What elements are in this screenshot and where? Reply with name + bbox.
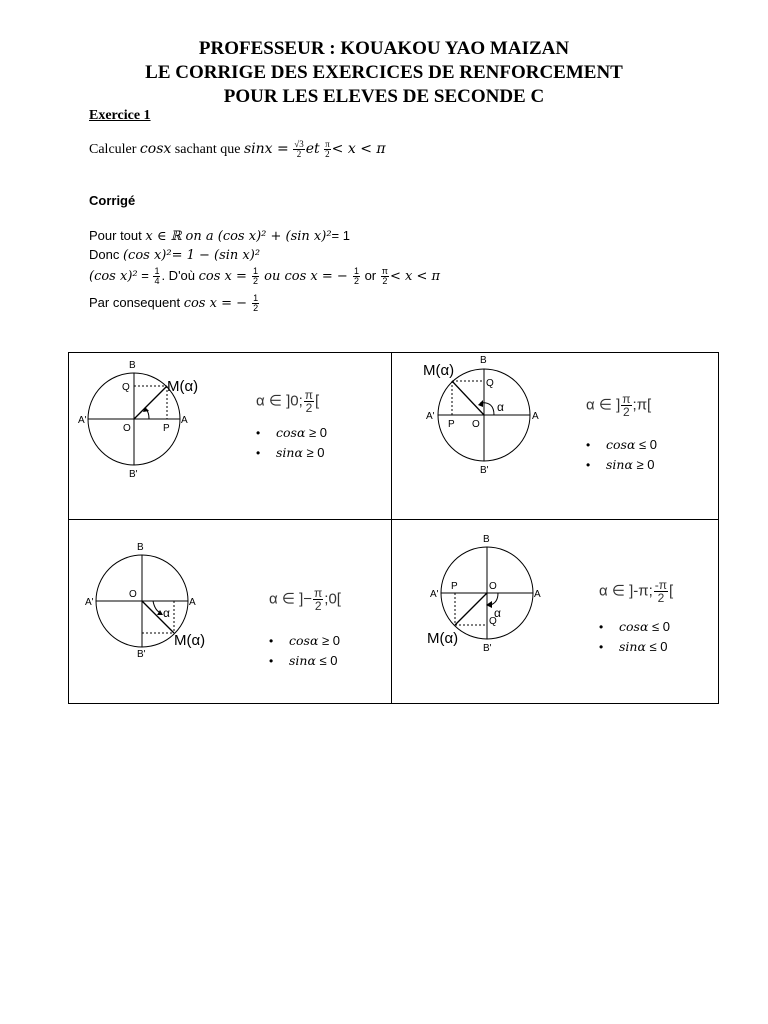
- label-M: M(α): [427, 630, 459, 647]
- exercise-statement: [89, 138, 386, 161]
- label-Bp: B': [480, 465, 489, 476]
- frac-1-over-4: $\frac{1}{4}$: [154, 266, 160, 287]
- header-line-2: LE CORRIGE DES EXERCICES DE RENFORCEMENT: [145, 62, 623, 83]
- unit-circle-q1: [69, 353, 239, 483]
- table-divider-horizontal: [69, 519, 718, 520]
- label-alpha: α: [494, 606, 501, 620]
- label-Ap: A': [85, 597, 94, 608]
- frac-1-over-2-b: $\frac{1}{2}$: [353, 266, 359, 287]
- label-alpha: α: [163, 606, 170, 620]
- frac-1-over-2-a: $\frac{1}{2}$: [253, 266, 259, 287]
- label-B: B: [129, 360, 136, 371]
- label-Ap: A': [78, 415, 87, 426]
- conditions-q2: • cosα ≤ 0 • sinα ≥ 0: [586, 437, 657, 472]
- label-Bp: B': [483, 643, 492, 654]
- unit-circle-q4: [394, 521, 564, 661]
- statement-mid: sachant que: [171, 142, 244, 157]
- label-Ap: A': [430, 589, 439, 600]
- unit-circle-q3: [69, 521, 239, 661]
- frac-pi-over-2-b: $\frac{\pi}{2}$: [381, 266, 388, 287]
- interval-q2: α ∈ ] $\frac{\pi}{2}$ ;π[: [586, 392, 652, 419]
- corrige-title: Corrigé: [89, 193, 136, 208]
- header-line-3: POUR LES ELEVES DE SECONDE C: [223, 86, 545, 107]
- corrige-line-1: Pour tout x ∈ ℝ on a (cos x)² + (sin x)²= 1: [89, 228, 350, 244]
- statement-prefix: Calculer: [89, 142, 140, 157]
- header-line-1: PROFESSEUR : KOUAKOU YAO MAIZAN: [198, 38, 570, 59]
- interval-q3: α ∈ ]− $\frac{\pi}{2}$ ;0[: [269, 586, 341, 613]
- label-A: A: [189, 597, 196, 608]
- label-P: P: [451, 581, 458, 592]
- label-M: M(α): [423, 362, 455, 379]
- label-Ap: A': [426, 411, 435, 422]
- conditions-q3: • cosα ≥ 0 • sinα ≤ 0: [269, 633, 340, 668]
- label-O: O: [129, 589, 137, 600]
- unit-circle-q2: [394, 353, 564, 483]
- frac-1-over-2-c: $\frac{1}{2}$: [253, 293, 259, 314]
- cos-x: cosx: [139, 141, 172, 157]
- label-P: P: [163, 423, 170, 434]
- label-Bp: B': [129, 469, 138, 480]
- label-M: M(α): [174, 632, 206, 649]
- label-M: M(α): [167, 378, 199, 395]
- conditions-q4: • cosα ≤ 0 • sinα ≤ 0: [599, 619, 670, 654]
- label-A: A: [181, 415, 188, 426]
- label-O: O: [123, 423, 131, 434]
- corrige-line-2: Donc (cos x)²= 1 − (sin x)²: [89, 247, 261, 263]
- label-O: O: [472, 419, 480, 430]
- label-O: O: [489, 581, 497, 592]
- label-B: B: [483, 534, 490, 545]
- range-rest: < x < π: [331, 141, 386, 157]
- table-divider-vertical: [391, 353, 392, 703]
- label-A: A: [532, 411, 539, 422]
- conditions-q1: • cosα ≥ 0 • sinα ≥ 0: [256, 425, 327, 460]
- label-Q: Q: [486, 378, 494, 389]
- label-B: B: [480, 355, 487, 366]
- label-B: B: [137, 542, 144, 553]
- label-Bp: B': [137, 649, 146, 660]
- corrige-line-3: (cos x)² = $\frac{1}{4}$ . D'où cos x = $\frac{1}{2}$ ou cos x = − $\frac{1}{2}$ or $\frac{\pi}{2}$ < x < π: [89, 266, 441, 287]
- interval-q4: α ∈ ]-π; $\frac{-\pi}{2}$ [: [599, 578, 674, 605]
- et-text: et: [305, 141, 320, 157]
- corrige-line-4: Par consequent cos x = − $\frac{1}{2}$: [89, 293, 259, 314]
- frac-sqrt3-over-2: $\frac{√3}{2}$: [294, 139, 304, 160]
- label-P: P: [448, 419, 455, 430]
- interval-q1: α ∈ ]0; $\frac{\pi}{2}$ [: [256, 388, 320, 415]
- label-alpha: α: [497, 400, 504, 414]
- sin-x-eq: sinx =: [243, 141, 289, 157]
- frac-pi-over-2: $\frac{\pi}{2}$: [325, 139, 330, 160]
- exercise-title: Exercice 1: [89, 108, 151, 123]
- label-Q: Q: [489, 616, 497, 627]
- label-Q: Q: [122, 382, 130, 393]
- quadrant-table: [68, 352, 719, 704]
- label-A: A: [534, 589, 541, 600]
